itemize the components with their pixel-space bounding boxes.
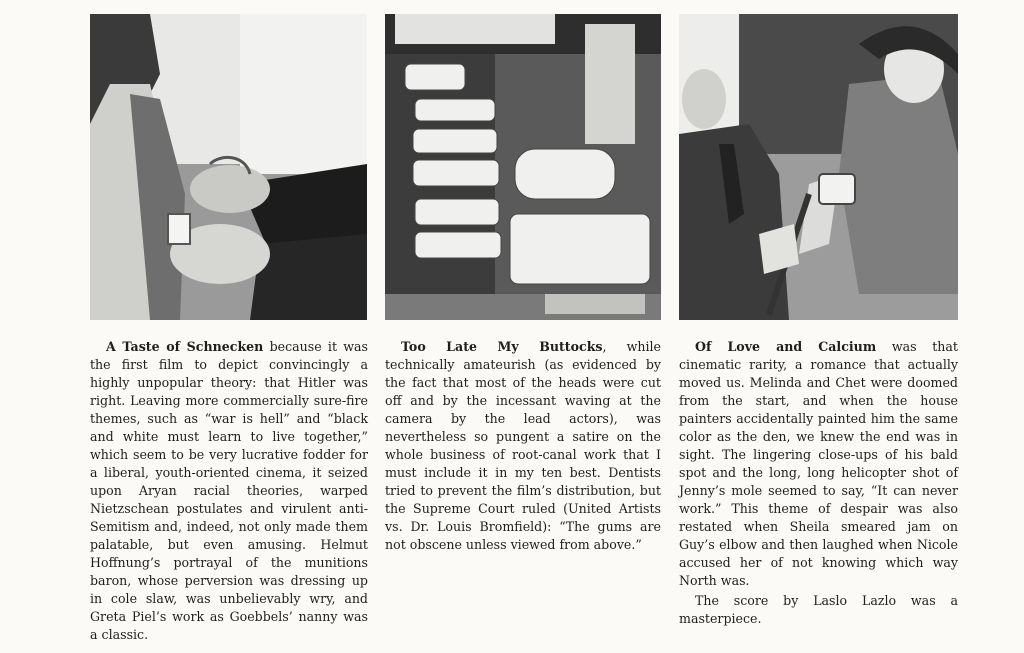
photo-too-late-my-buttocks: [385, 14, 661, 320]
review-body: was that cinematic rarity, a romance that actually moved us. Melinda and Chet were doomed from the start, and when the house painters accidentally painted him the same color as the den, we knew the end was in sight. The lingering close-ups of his bald spot and the long, long helicopter shot of Jenny’s mole seemed to say, “It can never work.” This theme of despair was also restated when Sheila smeared jam on Guy’s elbow and then laughed when Nicole accused her of not knowing which way North was.: [679, 339, 958, 588]
review-paragraph: [679, 338, 958, 590]
photo-couple-illustration: [679, 14, 958, 320]
review-paragraph-extra: The score by Laslo Lazlo was a masterpiece.: [679, 593, 958, 626]
review-column-3: [679, 338, 958, 628]
review-paragraph: [385, 338, 661, 554]
review-body: , while technically amateurish (as evidenced by the fact that most of the heads were cut off and by the incessant waving at the camera by the lead actors), was nevertheless so pungent a satire on the whole business of root-canal work that I must include it in my ten best. Dentists tried to prevent the film’s distribution, but the Supreme Court ruled (United Artists vs. Dr. Louis Bromfield): “The gums are not obscene unless viewed from above.”: [385, 339, 661, 552]
review-title: Of Love and Calcium: [695, 339, 877, 354]
photo-of-love-and-calcium: [679, 14, 958, 320]
review-column-2: [385, 338, 661, 554]
review-title: A Taste of Schnecken: [106, 339, 264, 354]
review-body: because it was the first film to depict convincingly a highly unpopular theory: that Hitler was right. Leaving more commercially sure-fire themes, such as “war is hell” and “black and white must learn to live together,” which seem to be very lucrative fodder for a liberal, youth-oriented cinema, it seized upon Aryan racial theories, warped Nietzschean postulates and virulent anti-Semitism and, indeed, not only made them palatable, but even amusing. Helmut Hoffnung’s portrayal of the munitions baron, whose perversion was dressing up in cole slaw, was unbelievably wry, and Greta Piel’s work as Goebbels’ nanny was a classic.: [90, 339, 369, 642]
review-column-1: [90, 338, 368, 644]
photo-taste-of-schnecken: [90, 14, 367, 320]
review-paragraph: [90, 338, 368, 644]
photo-hands-illustration: [90, 14, 367, 320]
review-title: Too Late My Buttocks: [401, 339, 603, 354]
photo-dentures-illustration: [385, 14, 661, 320]
